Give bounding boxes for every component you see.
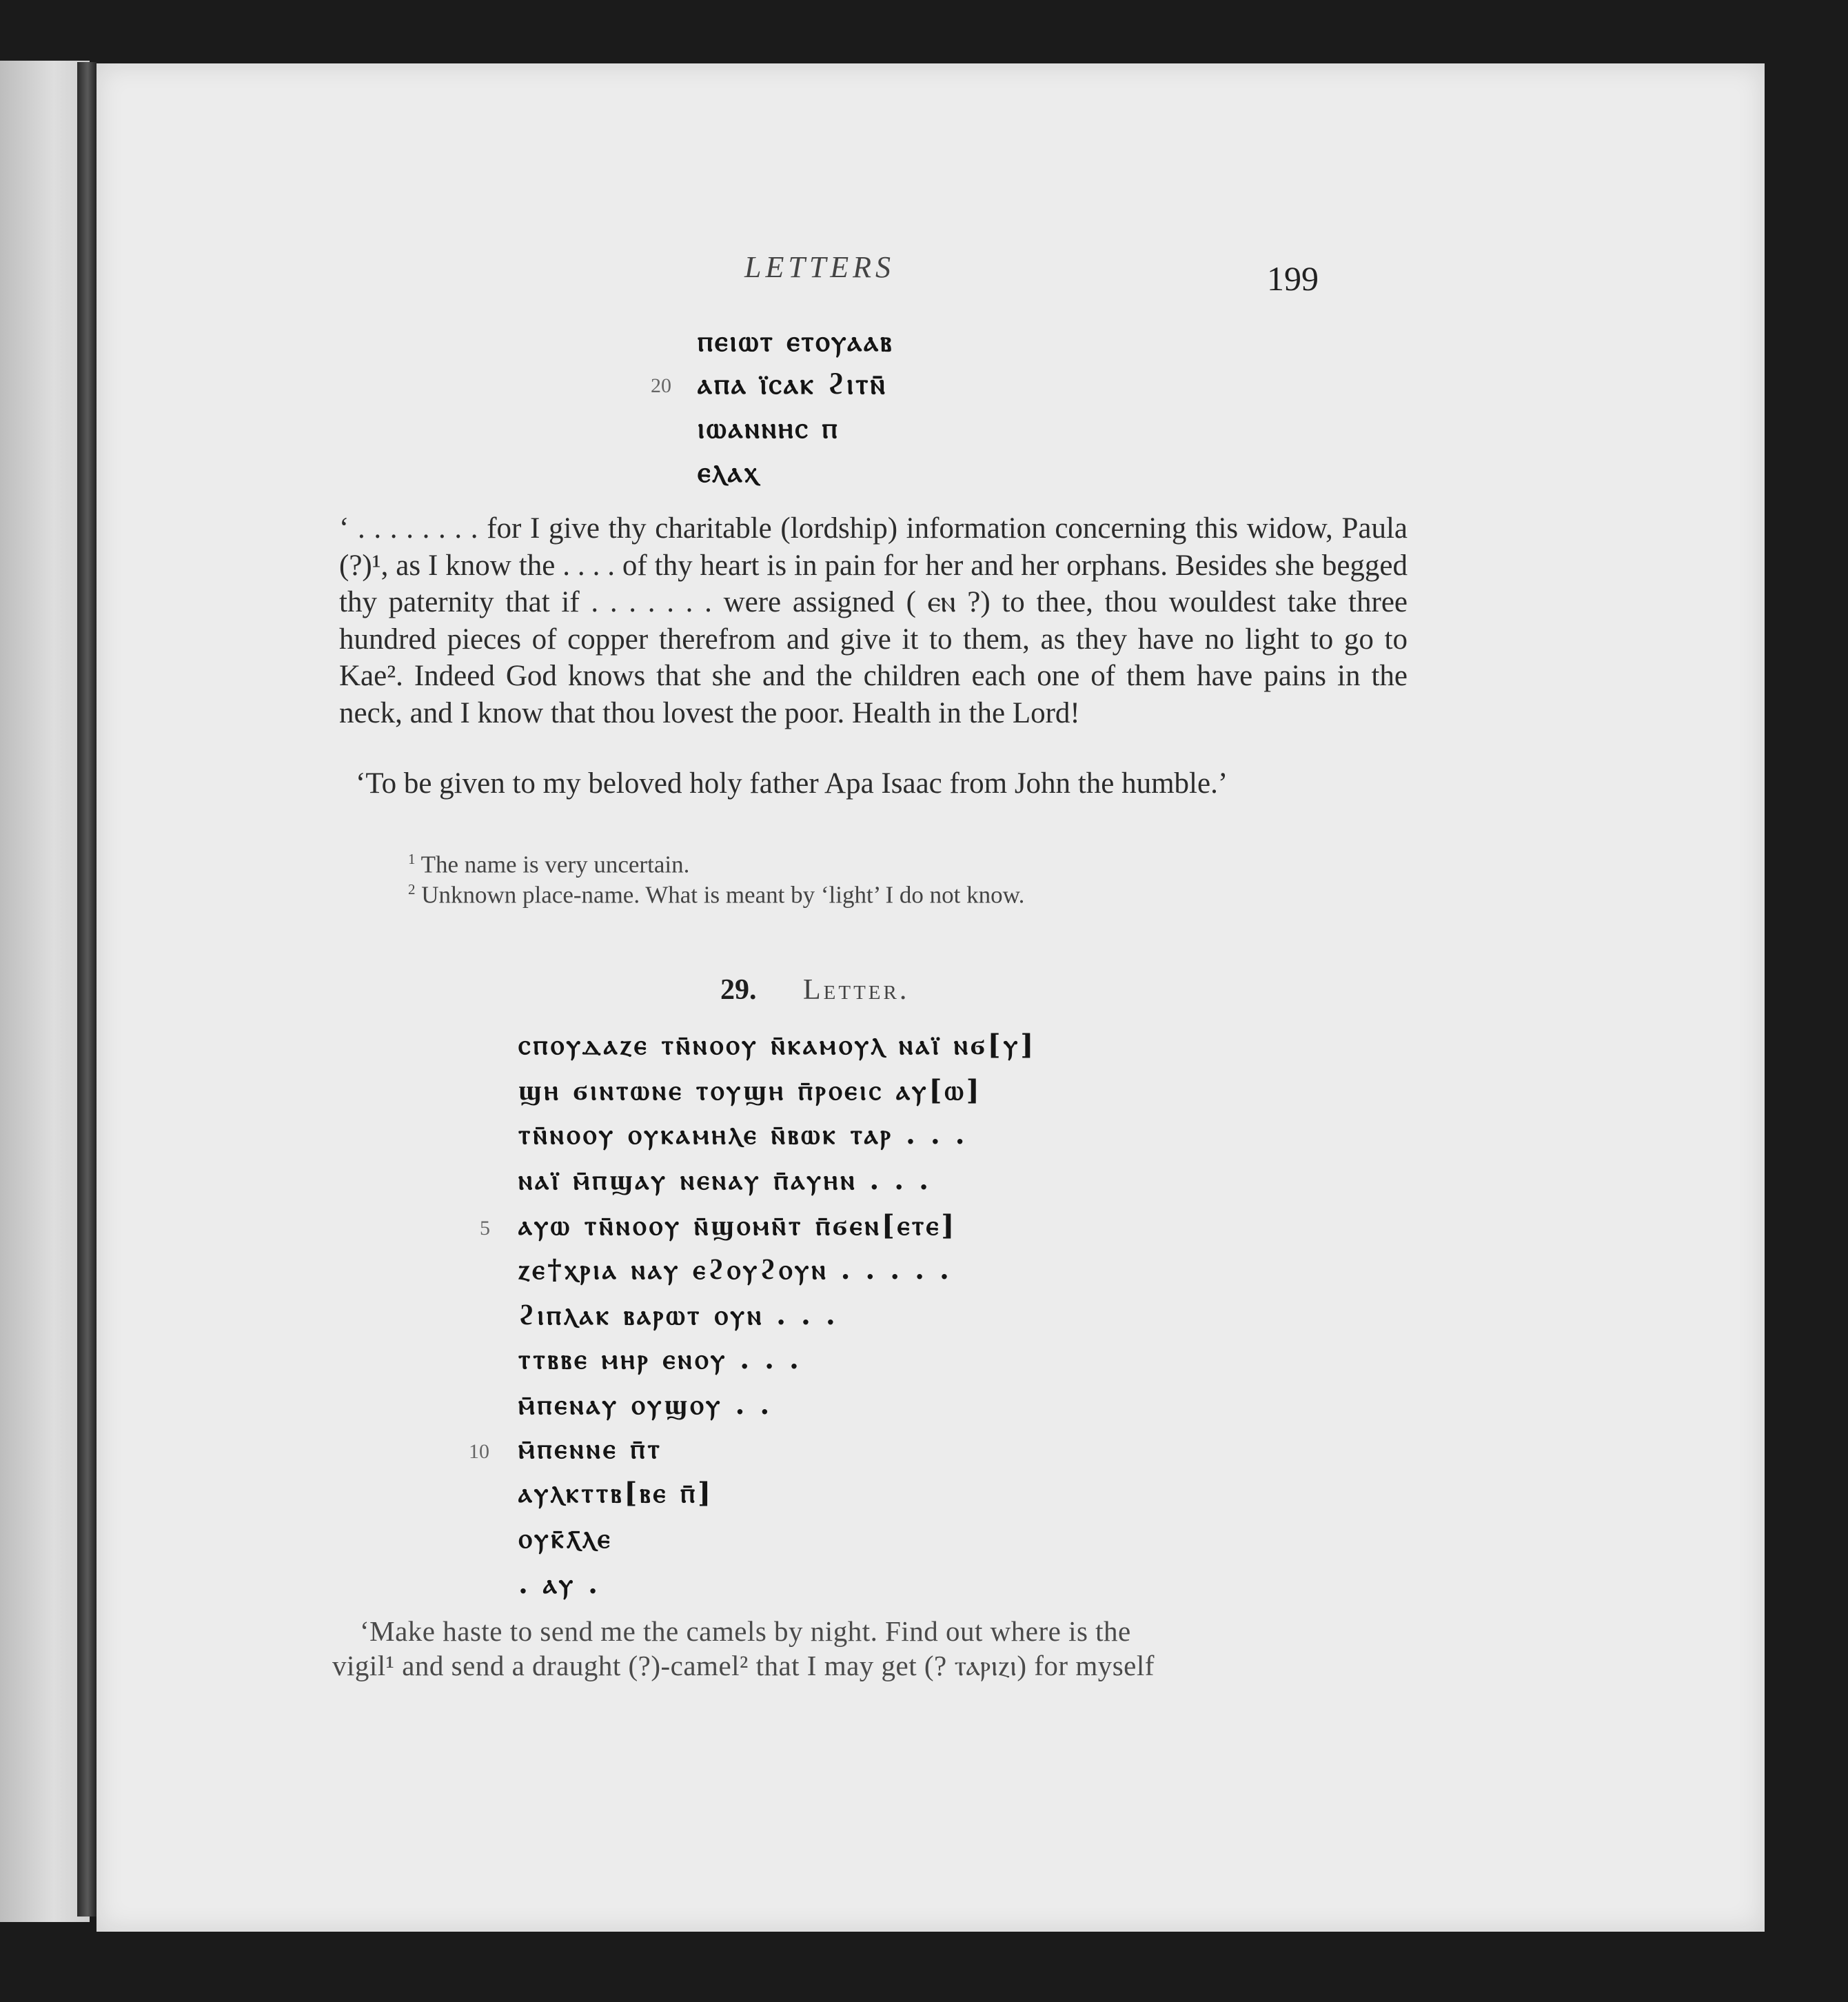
coptic-line: ⲟⲩⲕ̄ⲗ̄ⲗⲉ	[518, 1522, 613, 1555]
book-page	[97, 63, 1765, 1932]
section-number: 29.	[720, 974, 757, 1006]
line-number: 5	[480, 1217, 490, 1240]
running-header: LETTERS	[744, 250, 895, 284]
coptic-line: ⲧⲧⲃⲃⲉ ⲙⲏⲣ ⲉⲛⲟⲩ . . .	[518, 1343, 802, 1375]
coptic-line: ϣⲏ ϭⲓⲛⲧⲱⲛⲉ ⲧⲟⲩϣⲏ ⲡ̄ⲣⲟⲉⲓⲥ ⲁⲩ[ⲱ]	[518, 1074, 982, 1106]
coptic-line: ⲓⲱⲁⲛⲛⲏⲥ ⲡ	[698, 411, 840, 445]
footnote-text: Unknown place-name. What is meant by ‘light’ I do not know.	[421, 881, 1025, 909]
line-number: 10	[469, 1440, 489, 1463]
coptic-line: ⲁⲩⲗⲕⲧⲧⲃ[ⲃⲉ ⲡ̄]	[518, 1477, 714, 1509]
translation-paragraph: ‘To be given to my beloved holy father Apa Isaac from John the humble.’	[356, 767, 1228, 800]
translation-line: vigil¹ and send a draught (?)-camel² that I may get (? ⲧⲁⲣⲓⲍⲓ) for myself	[332, 1650, 1155, 1681]
coptic-line: ⲡⲉⲓⲱⲧ ⲉⲧⲟⲩⲁⲁⲃ	[698, 324, 894, 358]
footnote-mark: 1	[408, 851, 416, 867]
footnote	[408, 851, 689, 879]
coptic-line: ϩⲓⲡⲗⲁⲕ ⲃⲁⲣⲱⲧ ⲟⲩⲛ . . .	[518, 1299, 838, 1331]
coptic-line: ⲙ̄ⲡⲉⲛⲛⲉ ⲡ̄ⲧ	[518, 1433, 662, 1465]
coptic-line: ⲛⲁⲓ̈ ⲙ̄ⲡϣⲁⲩ ⲛⲉⲛⲁⲩ ⲡ̄ⲁⲩⲏⲛ . . .	[518, 1164, 932, 1196]
translation-paragraph: ‘ . . . . . . . . for I give thy charitable (lordship) information concerning this widow, Paula (?)¹, as I know the . . . . of thy heart is in pain for her and her orphans. Besides she begged thy paternity that if . . . . . . . were assigned ( ⲉⲛ ?) to thee, thou wouldest take three hundred pieces of copper therefrom and give it to them, as they have no light to go to Kae². Indeed God knows that she and the children each one of them have pains in the neck, and I know that thou lovest the poor. Health in the Lord!	[339, 512, 1408, 729]
coptic-line: . ⲁⲩ .	[518, 1568, 601, 1600]
coptic-line: ⲙ̄ⲡⲉⲛⲁⲩ ⲟⲩϣⲟⲩ . .	[518, 1388, 773, 1421]
footnote-text: The name is very uncertain.	[420, 851, 690, 878]
page-number: 199	[1267, 259, 1319, 298]
coptic-line: ⲉⲗⲁⲭ	[698, 455, 760, 489]
coptic-line: ⲍⲉ†ⲭⲣⲓⲁ ⲛⲁⲩ ⲉϩⲟⲩϩⲟⲩⲛ . . . . .	[518, 1253, 952, 1286]
coptic-line: ⲁⲡⲁ ⲓ̈ⲥⲁⲕ ϩⲓⲧⲛ̄	[698, 367, 887, 401]
translation-line: ‘Make haste to send me the camels by night. Find out where is the	[360, 1615, 1131, 1647]
coptic-line: ⲧⲛ̄ⲛⲟⲟⲩ ⲟⲩⲕⲁⲙⲏⲗⲉ ⲛ̄ⲃⲱⲕ ⲧⲁⲣ . . .	[518, 1118, 968, 1151]
coptic-line: ⲁⲩⲱ ⲧⲛ̄ⲛⲟⲟⲩ ⲛ̄ϣⲟⲙⲛ̄ⲧ ⲡ̄ϭⲉⲛ[ⲉⲧⲉ]	[518, 1209, 957, 1242]
footnote-mark: 2	[408, 881, 416, 898]
coptic-line: ⲥⲡⲟⲩⲇⲁⲍⲉ ⲧⲛ̄ⲛⲟⲟⲩ ⲛ̄ⲕⲁⲙⲟⲩⲗ ⲛⲁⲓ̈ ⲛϭ[ⲩ]	[518, 1029, 1037, 1061]
section-title: Letter.	[803, 974, 910, 1006]
line-number: 20	[651, 374, 671, 397]
book-spine	[77, 62, 98, 1917]
facing-page-edge	[0, 61, 90, 1922]
footnote	[408, 881, 1024, 909]
